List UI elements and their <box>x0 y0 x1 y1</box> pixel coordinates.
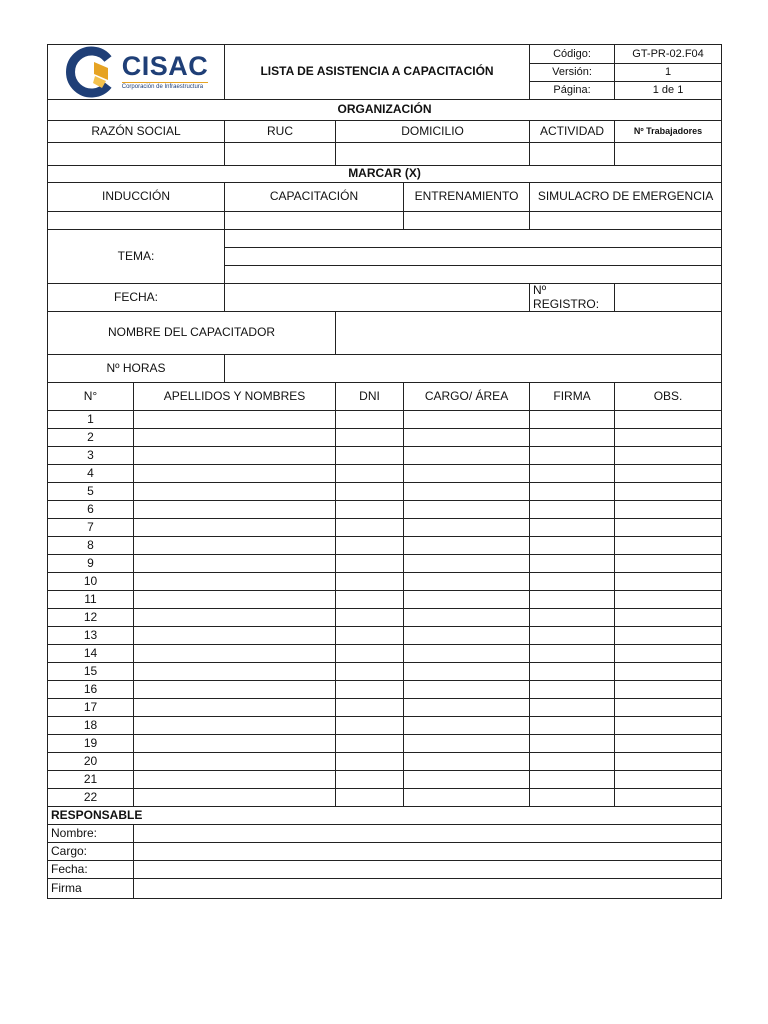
section-marcar: MARCAR (X) <box>48 166 722 183</box>
row-number: 6 <box>48 501 134 519</box>
row-firma-field[interactable] <box>530 501 615 519</box>
row-dni-field[interactable] <box>336 609 404 627</box>
row-cargo-field[interactable] <box>404 573 530 591</box>
row-nombres-field[interactable] <box>134 447 336 465</box>
row-obs-field[interactable] <box>615 645 722 663</box>
row-number: 2 <box>48 429 134 447</box>
row-firma-field[interactable] <box>530 483 615 501</box>
row-dni-field[interactable] <box>336 699 404 717</box>
row-obs-field[interactable] <box>615 555 722 573</box>
row-number: 9 <box>48 555 134 573</box>
row-obs-field[interactable] <box>615 429 722 447</box>
row-nombres-field[interactable] <box>134 735 336 753</box>
row-obs-field[interactable] <box>615 519 722 537</box>
trabajadores-label: Nº Trabajadores <box>615 121 722 143</box>
col-dni-header: DNI <box>336 383 404 411</box>
row-number: 7 <box>48 519 134 537</box>
row-nombres-field[interactable] <box>134 483 336 501</box>
responsable-title: RESPONSABLE <box>48 807 722 825</box>
logo-subtitle: Corporación de Infraestructura <box>122 82 209 91</box>
row-dni-field[interactable] <box>336 681 404 699</box>
row-obs-field[interactable] <box>615 411 722 429</box>
simulacro-mark[interactable] <box>530 212 722 230</box>
section-organizacion: ORGANIZACIÓN <box>48 100 722 121</box>
row-cargo-field[interactable] <box>404 465 530 483</box>
row-number: 17 <box>48 699 134 717</box>
capacitador-field[interactable] <box>336 312 722 355</box>
domicilio-field[interactable] <box>336 143 530 166</box>
table-row <box>48 681 722 699</box>
row-cargo-field[interactable] <box>404 609 530 627</box>
row-dni-field[interactable] <box>336 789 404 807</box>
row-nombres-field[interactable] <box>134 699 336 717</box>
table-row <box>48 519 722 537</box>
col-cargo-header: CARGO/ ÁREA <box>404 383 530 411</box>
row-nombres-field[interactable] <box>134 501 336 519</box>
row-nombres-field[interactable] <box>134 465 336 483</box>
attendee-rows <box>48 411 722 807</box>
row-nombres-field[interactable] <box>134 681 336 699</box>
row-nombres-field[interactable] <box>134 645 336 663</box>
row-number: 10 <box>48 573 134 591</box>
row-obs-field[interactable] <box>615 717 722 735</box>
responsable-nombre-field[interactable] <box>134 825 722 843</box>
row-cargo-field[interactable] <box>404 735 530 753</box>
fecha-label: FECHA: <box>48 284 225 312</box>
row-dni-field[interactable] <box>336 627 404 645</box>
domicilio-label: DOMICILIO <box>336 121 530 143</box>
row-cargo-field[interactable] <box>404 699 530 717</box>
row-cargo-field[interactable] <box>404 591 530 609</box>
col-num-header: N° <box>48 383 134 411</box>
row-cargo-field[interactable] <box>404 447 530 465</box>
row-dni-field[interactable] <box>336 717 404 735</box>
row-number: 8 <box>48 537 134 555</box>
table-row <box>48 663 722 681</box>
row-nombres-field[interactable] <box>134 717 336 735</box>
row-obs-field[interactable] <box>615 663 722 681</box>
row-firma-field[interactable] <box>530 753 615 771</box>
row-dni-field[interactable] <box>336 771 404 789</box>
row-cargo-field[interactable] <box>404 411 530 429</box>
row-firma-field[interactable] <box>530 609 615 627</box>
codigo-value: GT-PR-02.F04 <box>615 45 722 64</box>
logo-name: CISAC <box>121 51 209 82</box>
row-obs-field[interactable] <box>615 465 722 483</box>
row-firma-field[interactable] <box>530 447 615 465</box>
row-obs-field[interactable] <box>615 789 722 807</box>
row-firma-field[interactable] <box>530 681 615 699</box>
row-obs-field[interactable] <box>615 447 722 465</box>
table-row <box>48 501 722 519</box>
row-number: 14 <box>48 645 134 663</box>
row-number: 12 <box>48 609 134 627</box>
razon-social-field[interactable] <box>48 143 225 166</box>
logo-cell <box>48 45 225 100</box>
row-number: 4 <box>48 465 134 483</box>
company-logo <box>51 45 221 99</box>
row-firma-field[interactable] <box>530 717 615 735</box>
row-obs-field[interactable] <box>615 699 722 717</box>
row-firma-field[interactable] <box>530 645 615 663</box>
row-obs-field[interactable] <box>615 573 722 591</box>
table-row <box>48 591 722 609</box>
row-firma-field[interactable] <box>530 411 615 429</box>
row-number: 18 <box>48 717 134 735</box>
version-value: 1 <box>615 64 722 82</box>
induccion-mark[interactable] <box>48 212 225 230</box>
row-obs-field[interactable] <box>615 591 722 609</box>
row-dni-field[interactable] <box>336 573 404 591</box>
row-cargo-field[interactable] <box>404 483 530 501</box>
horas-field[interactable] <box>225 355 722 383</box>
row-number: 1 <box>48 411 134 429</box>
tema-line-3[interactable] <box>225 266 722 284</box>
tema-line-1[interactable] <box>225 230 722 248</box>
row-firma-field[interactable] <box>530 591 615 609</box>
row-obs-field[interactable] <box>615 537 722 555</box>
row-dni-field[interactable] <box>336 555 404 573</box>
row-number: 20 <box>48 753 134 771</box>
row-cargo-field[interactable] <box>404 645 530 663</box>
cisac-logo-icon <box>64 46 116 98</box>
row-nombres-field[interactable] <box>134 519 336 537</box>
table-row <box>48 447 722 465</box>
row-dni-field[interactable] <box>336 537 404 555</box>
row-firma-field[interactable] <box>530 465 615 483</box>
row-obs-field[interactable] <box>615 753 722 771</box>
row-cargo-field[interactable] <box>404 789 530 807</box>
row-firma-field[interactable] <box>530 537 615 555</box>
tema-label: TEMA: <box>48 230 225 284</box>
row-nombres-field[interactable] <box>134 429 336 447</box>
responsable-cargo-label: Cargo: <box>48 843 134 861</box>
row-nombres-field[interactable] <box>134 537 336 555</box>
row-cargo-field[interactable] <box>404 537 530 555</box>
table-row <box>48 465 722 483</box>
row-firma-field[interactable] <box>530 573 615 591</box>
row-number: 13 <box>48 627 134 645</box>
table-row <box>48 483 722 501</box>
pagina-label: Página: <box>530 82 615 100</box>
version-label: Versión: <box>530 64 615 82</box>
row-cargo-field[interactable] <box>404 663 530 681</box>
registro-field[interactable] <box>615 284 722 312</box>
registro-label: Nº REGISTRO: <box>530 284 615 312</box>
attendance-form <box>47 44 722 899</box>
row-cargo-field[interactable] <box>404 555 530 573</box>
row-firma-field[interactable] <box>530 699 615 717</box>
row-firma-field[interactable] <box>530 627 615 645</box>
row-firma-field[interactable] <box>530 771 615 789</box>
row-firma-field[interactable] <box>530 519 615 537</box>
actividad-field[interactable] <box>530 143 615 166</box>
row-dni-field[interactable] <box>336 663 404 681</box>
row-dni-field[interactable] <box>336 411 404 429</box>
row-number: 22 <box>48 789 134 807</box>
row-firma-field[interactable] <box>530 663 615 681</box>
row-nombres-field[interactable] <box>134 573 336 591</box>
row-nombres-field[interactable] <box>134 627 336 645</box>
table-row <box>48 699 722 717</box>
responsable-firma-field[interactable] <box>134 879 722 899</box>
row-cargo-field[interactable] <box>404 501 530 519</box>
row-nombres-field[interactable] <box>134 771 336 789</box>
row-number: 19 <box>48 735 134 753</box>
row-cargo-field[interactable] <box>404 753 530 771</box>
table-row <box>48 735 722 753</box>
row-nombres-field[interactable] <box>134 663 336 681</box>
capacitacion-label: CAPACITACIÓN <box>225 183 404 212</box>
table-row <box>48 429 722 447</box>
table-row <box>48 717 722 735</box>
row-nombres-field[interactable] <box>134 411 336 429</box>
row-dni-field[interactable] <box>336 645 404 663</box>
row-obs-field[interactable] <box>615 771 722 789</box>
col-nombres-header: APELLIDOS Y NOMBRES <box>134 383 336 411</box>
row-number: 15 <box>48 663 134 681</box>
row-cargo-field[interactable] <box>404 429 530 447</box>
row-dni-field[interactable] <box>336 753 404 771</box>
capacitador-label: NOMBRE DEL CAPACITADOR <box>48 312 336 355</box>
table-row <box>48 771 722 789</box>
row-dni-field[interactable] <box>336 519 404 537</box>
entrenamiento-label: ENTRENAMIENTO <box>404 183 530 212</box>
razon-social-label: RAZÓN SOCIAL <box>48 121 225 143</box>
tema-line-2[interactable] <box>225 248 722 266</box>
row-obs-field[interactable] <box>615 501 722 519</box>
row-obs-field[interactable] <box>615 681 722 699</box>
row-cargo-field[interactable] <box>404 627 530 645</box>
trabajadores-field[interactable] <box>615 143 722 166</box>
row-obs-field[interactable] <box>615 483 722 501</box>
row-cargo-field[interactable] <box>404 519 530 537</box>
row-dni-field[interactable] <box>336 735 404 753</box>
table-row <box>48 537 722 555</box>
codigo-label: Código: <box>530 45 615 64</box>
row-obs-field[interactable] <box>615 735 722 753</box>
responsable-firma-label: Firma <box>48 879 134 899</box>
ruc-label: RUC <box>225 121 336 143</box>
actividad-label: ACTIVIDAD <box>530 121 615 143</box>
row-dni-field[interactable] <box>336 483 404 501</box>
row-dni-field[interactable] <box>336 591 404 609</box>
table-row <box>48 573 722 591</box>
fecha-field[interactable] <box>225 284 530 312</box>
row-dni-field[interactable] <box>336 465 404 483</box>
table-row <box>48 411 722 429</box>
row-firma-field[interactable] <box>530 789 615 807</box>
table-row <box>48 789 722 807</box>
row-nombres-field[interactable] <box>134 753 336 771</box>
responsable-fecha-field[interactable] <box>134 861 722 879</box>
table-row <box>48 645 722 663</box>
table-row <box>48 627 722 645</box>
row-nombres-field[interactable] <box>134 591 336 609</box>
responsable-cargo-field[interactable] <box>134 843 722 861</box>
horas-label: Nº HORAS <box>48 355 225 383</box>
responsable-nombre-label: Nombre: <box>48 825 134 843</box>
row-nombres-field[interactable] <box>134 609 336 627</box>
pagina-value: 1 de 1 <box>615 82 722 100</box>
simulacro-label: SIMULACRO DE EMERGENCIA <box>530 183 722 212</box>
row-firma-field[interactable] <box>530 735 615 753</box>
capacitacion-mark[interactable] <box>225 212 404 230</box>
ruc-field[interactable] <box>225 143 336 166</box>
row-nombres-field[interactable] <box>134 555 336 573</box>
table-row <box>48 609 722 627</box>
row-nombres-field[interactable] <box>134 789 336 807</box>
row-dni-field[interactable] <box>336 501 404 519</box>
row-cargo-field[interactable] <box>404 681 530 699</box>
row-number: 5 <box>48 483 134 501</box>
row-number: 11 <box>48 591 134 609</box>
row-obs-field[interactable] <box>615 609 722 627</box>
row-cargo-field[interactable] <box>404 771 530 789</box>
row-number: 3 <box>48 447 134 465</box>
row-number: 16 <box>48 681 134 699</box>
responsable-fecha-label: Fecha: <box>48 861 134 879</box>
row-number: 21 <box>48 771 134 789</box>
table-row <box>48 555 722 573</box>
table-row <box>48 753 722 771</box>
row-obs-field[interactable] <box>615 627 722 645</box>
entrenamiento-mark[interactable] <box>404 212 530 230</box>
row-dni-field[interactable] <box>336 429 404 447</box>
induccion-label: INDUCCIÓN <box>48 183 225 212</box>
col-obs-header: OBS. <box>615 383 722 411</box>
row-firma-field[interactable] <box>530 429 615 447</box>
form-title: LISTA DE ASISTENCIA A CAPACITACIÓN <box>225 45 530 100</box>
row-dni-field[interactable] <box>336 447 404 465</box>
row-cargo-field[interactable] <box>404 717 530 735</box>
row-firma-field[interactable] <box>530 555 615 573</box>
col-firma-header: FIRMA <box>530 383 615 411</box>
